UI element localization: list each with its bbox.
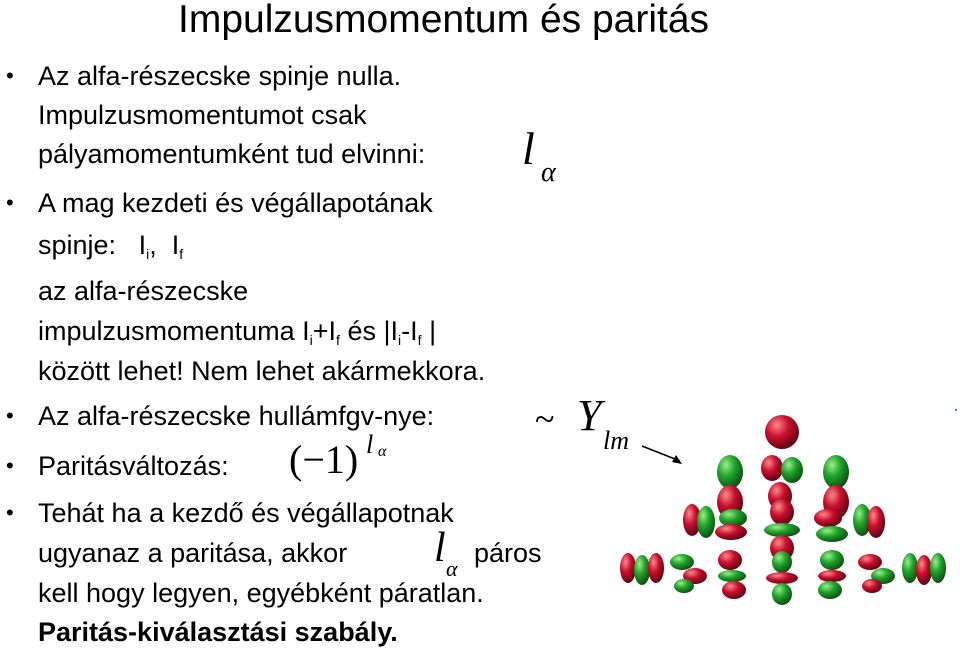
text-line: A mag kezdeti és végállapotának (38, 188, 433, 218)
spherical-harmonics-illustration (600, 390, 960, 652)
math-l: l (522, 123, 535, 174)
math-exp-l: l (366, 430, 374, 459)
math-tilde: ~ (535, 399, 555, 439)
bullet-marker: • (6, 190, 14, 215)
math-l: l (434, 525, 446, 571)
bullet-marker: • (6, 500, 14, 525)
math-minus-one: (−1) (289, 437, 359, 482)
impulse-line: impulzusmomentuma $I_i+I_f$ és $|I_i-I_f$ | (38, 316, 437, 348)
spin-line: spinje: $I_i$, $I_f$ (38, 230, 184, 262)
text-line: Az alfa-részecske hullámfgv-nye: (38, 401, 435, 431)
bullet-marker: • (6, 453, 14, 478)
page-title: Impulzusmomentum és paritás (178, 0, 710, 41)
math-alpha: α (541, 157, 556, 188)
bullet-marker: • (6, 63, 14, 88)
text-line: az alfa-részecske (38, 276, 249, 306)
text-line: Tehát ha a kezdő és végállapotnak (38, 498, 454, 528)
text-line: Paritásváltozás: (38, 451, 229, 481)
text-line: páros (474, 538, 542, 568)
text-line: pályamomentumként tud elvinni: (38, 139, 426, 169)
text-line: kell hogy legyen, egyébként páratlan. (38, 578, 484, 608)
text-line-bold: Paritás-kiválasztási szabály. (38, 617, 398, 647)
text-line: Impulzusmomentumot csak (38, 100, 367, 130)
math-exp-alpha: α (378, 443, 387, 460)
bullet-marker: • (6, 403, 14, 428)
text-line: között lehet! Nem lehet akármekkora. (38, 356, 486, 386)
math-Y: Y (577, 391, 602, 440)
text-line: Az alfa-részecske spinje nulla. (38, 61, 402, 91)
text-line: ugyanaz a paritása, akkor (38, 538, 348, 568)
math-lm: lm (603, 426, 629, 455)
math-alpha: α (446, 556, 458, 581)
